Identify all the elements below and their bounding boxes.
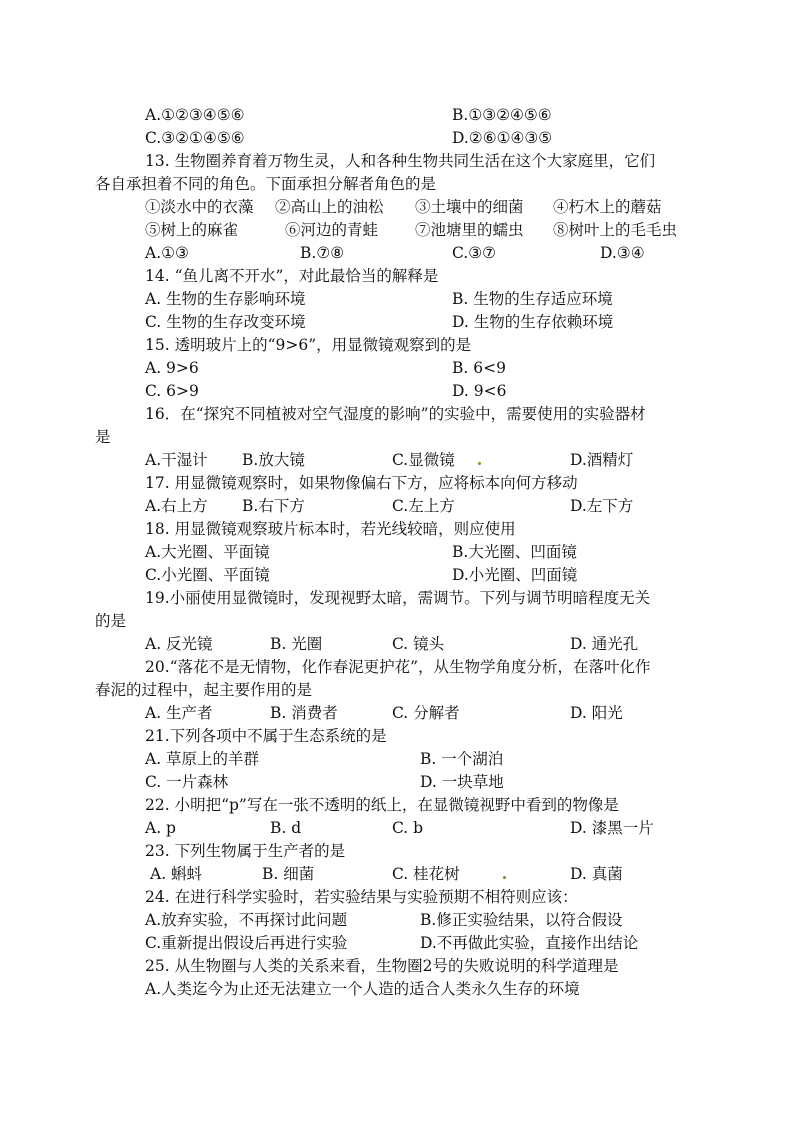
option-d: D.③④ [600, 244, 645, 262]
speck-mark [503, 876, 506, 879]
option-b: B. 细菌 [262, 865, 315, 883]
option-a: A. 生物的生存影响环境 [145, 290, 306, 308]
option-b: B. 6<9 [452, 359, 506, 377]
option-c: C.左上方 [392, 497, 455, 515]
option-c: C.显微镜 [392, 451, 455, 469]
option-a: A. 草原上的羊群 [145, 750, 260, 768]
option-a: A.放弃实验，不再探讨此问题 [145, 911, 348, 929]
question-13-text: 13. 生物圈养育着万物生灵，人和各种生物共同生活在这个大家庭里，它们 [145, 152, 656, 170]
question-20-text: 20.“落花不是无情物，化作春泥更护花”，从生物学角度分析，在落叶化作 [145, 658, 651, 676]
question-18-text: 18. 用显微镜观察玻片标本时，若光线较暗，则应使用 [145, 520, 516, 538]
option-d: D. 生物的生存依赖环境 [452, 313, 614, 331]
option-d: D. 一块草地 [420, 773, 504, 791]
option-c: C. 一片森林 [145, 773, 229, 791]
option-b: B. 一个湖泊 [420, 750, 504, 768]
option-b: B. d [270, 819, 302, 837]
option-c: C. 镜头 [392, 635, 445, 653]
option-a: A.右上方 [145, 497, 208, 515]
option-a: A. 9>6 [145, 359, 199, 377]
option-a: A. 反光镜 [145, 635, 213, 653]
question-15-text: 15. 透明玻片上的“9>6”，用显微镜观察到的是 [145, 336, 472, 354]
item-1: ①淡水中的衣藻 [145, 198, 254, 216]
question-14-text: 14. “鱼儿离不开水”，对此最恰当的解释是 [145, 267, 439, 285]
question-23-text: 23. 下列生物属于生产者的是 [145, 842, 346, 860]
option-a: A.干湿计 [145, 451, 208, 469]
question-16-text: 16．在“探究不同植被对空气湿度的影响”的实验中，需要使用的实验器材 [145, 405, 646, 423]
option-a: A. 蝌蚪 [150, 865, 203, 883]
option-a: A. p [145, 819, 176, 837]
option-d: D.②⑥①④③⑤ [452, 129, 553, 147]
question-20-text-cont: 春泥的过程中，起主要作用的是 [95, 681, 313, 699]
option-a: A.人类迄今为止还无法建立一个人造的适合人类永久生存的环境 [145, 980, 580, 998]
question-19-text: 19.小丽使用显微镜时，发现视野太暗，需调节。下列与调节明暗程度无关 [145, 589, 651, 607]
item-4: ④朽木上的蘑菇 [553, 198, 662, 216]
option-d: D.左下方 [570, 497, 634, 515]
option-d: D.小光圈、凹面镜 [452, 566, 578, 584]
speck-mark [478, 462, 481, 465]
item-6: ⑥河边的青蛙 [285, 221, 379, 239]
option-c: C.③⑦ [452, 244, 497, 262]
question-16-text-cont: 是 [95, 428, 111, 446]
question-21-text: 21.下列各项中不属于生态系统的是 [145, 727, 387, 745]
option-b: B.大光圈、凹面镜 [452, 543, 577, 561]
question-13-text-cont: 各自承担着不同的角色。下面承担分解者角色的是 [95, 175, 437, 193]
question-22-text: 22. 小明把“p”写在一张不透明的纸上，在显微镜视野中看到的物像是 [145, 796, 619, 814]
option-b: B. 消费者 [270, 704, 338, 722]
item-5: ⑤树上的麻雀 [145, 221, 239, 239]
option-a: A. 生产者 [145, 704, 213, 722]
option-b: B.⑦⑧ [300, 244, 345, 262]
option-b: B. 生物的生存适应环境 [452, 290, 613, 308]
option-d: D. 真菌 [570, 865, 623, 883]
option-c: C.③②①④⑤⑥ [145, 129, 245, 147]
option-c: C.重新提出假设后再进行实验 [145, 934, 348, 952]
option-d: D.不再做此实验，直接作出结论 [420, 934, 639, 952]
option-b: B. 光圈 [270, 635, 323, 653]
option-d: D. 漆黑一片 [570, 819, 654, 837]
option-c: C.小光圈、平面镜 [145, 566, 270, 584]
question-19-text-cont: 的是 [95, 612, 127, 630]
option-d: D.酒精灯 [570, 451, 634, 469]
option-a: A.①②③④⑤⑥ [145, 106, 245, 124]
option-b: B.修正实验结果，以符合假设 [420, 911, 623, 929]
question-25-text: 25. 从生物圈与人类的关系来看，生物圈2号的失败说明的科学道理是 [145, 957, 619, 975]
item-7: ⑦池塘里的蠕虫 [415, 221, 524, 239]
option-b: B.放大镜 [242, 451, 305, 469]
option-c: C. 6>9 [145, 382, 199, 400]
item-8: ⑧树叶上的毛毛虫 [553, 221, 678, 239]
option-b: B.①③②④⑤⑥ [452, 106, 552, 124]
option-d: D. 9<6 [452, 382, 507, 400]
question-24-text: 24. 在进行科学实验时，若实验结果与实验预期不相符则应该： [145, 888, 578, 906]
item-2: ②高山上的油松 [275, 198, 384, 216]
option-c: C. 分解者 [392, 704, 460, 722]
option-d: D. 阳光 [570, 704, 623, 722]
option-c: C. b [392, 819, 424, 837]
option-a: A.大光圈、平面镜 [145, 543, 270, 561]
option-c: C. 生物的生存改变环境 [145, 313, 306, 331]
option-c: C. 桂花树 [392, 865, 460, 883]
option-a: A.①③ [145, 244, 189, 262]
option-b: B.右下方 [242, 497, 305, 515]
question-17-text: 17. 用显微镜观察时，如果物像偏右下方，应将标本向何方移动 [145, 474, 578, 492]
option-d: D. 通光孔 [570, 635, 639, 653]
item-3: ③土壤中的细菌 [415, 198, 524, 216]
